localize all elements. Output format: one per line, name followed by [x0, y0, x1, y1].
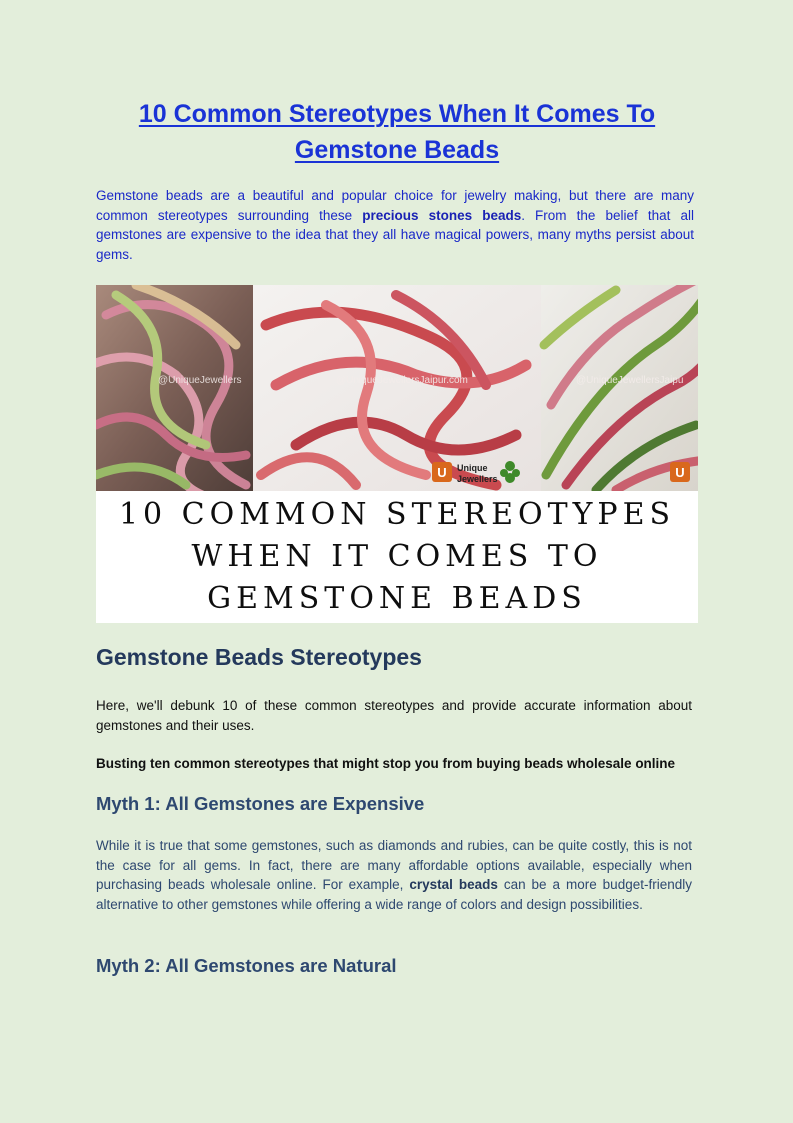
hero-banner-text: 10 COMMON STEREOTYPES WHEN IT COMES TO GEMSTONE BEADS [118, 497, 676, 616]
svg-text:U: U [675, 465, 685, 480]
busting-line: Busting ten common stereotypes that might stop you from buying beads wholesale online [96, 756, 676, 771]
precious-stones-beads-link[interactable]: precious stones beads [362, 207, 522, 223]
watermark-right: @UniqueJewellersJaipu [576, 375, 684, 386]
myth-1-text-part2: can be a more budget-friendly alternative to other gemstones while offering a wide range of colors and design possibilities. [96, 877, 692, 912]
document-title-link[interactable]: 10 Common Stereotypes When It Comes To Gemstone Beads [138, 100, 656, 164]
watermark-center: @UniqueJewellersJaipur.com [336, 375, 468, 386]
myth-2-heading: Myth 2: All Gemstones are Natural [96, 955, 397, 976]
debunk-paragraph: Here, we'll debunk 10 of these common stereotypes and provide accurate information about gemstones and their uses. [96, 698, 692, 733]
intro-text-part2: . From the belief that all gemstones are expensive to the idea that they all have magical powers, many myths persist about gems. [96, 207, 694, 262]
myth-1-text-part1: While it is true that some gemstones, such as diamonds and rubies, can be quite costly, this is not the case for all gems. In fact, there are many affordable options available, especially when purchasing beads wholesale online. For example, [96, 838, 692, 893]
bead-photo-collage [96, 285, 698, 491]
svg-text:Jewellers: Jewellers [457, 474, 498, 484]
hero-image [96, 285, 698, 623]
intro-text-part1: Gemstone beads are a beautiful and popular choice for jewelry making, but there are many common stereotypes surrounding these [96, 188, 694, 223]
watermark-left: @UniqueJewellers [158, 375, 242, 386]
unique-jewellers-logo [432, 461, 520, 484]
svg-text:U: U [437, 465, 447, 480]
svg-text:Unique: Unique [457, 463, 488, 473]
section-heading: Gemstone Beads Stereotypes [96, 644, 422, 670]
myth-1-heading: Myth 1: All Gemstones are Expensive [96, 793, 425, 814]
crystal-beads-link[interactable]: crystal beads [409, 877, 498, 893]
intro-paragraph [96, 186, 694, 264]
unique-jewellers-logo-right [670, 462, 690, 482]
myth-1-paragraph [96, 836, 692, 914]
